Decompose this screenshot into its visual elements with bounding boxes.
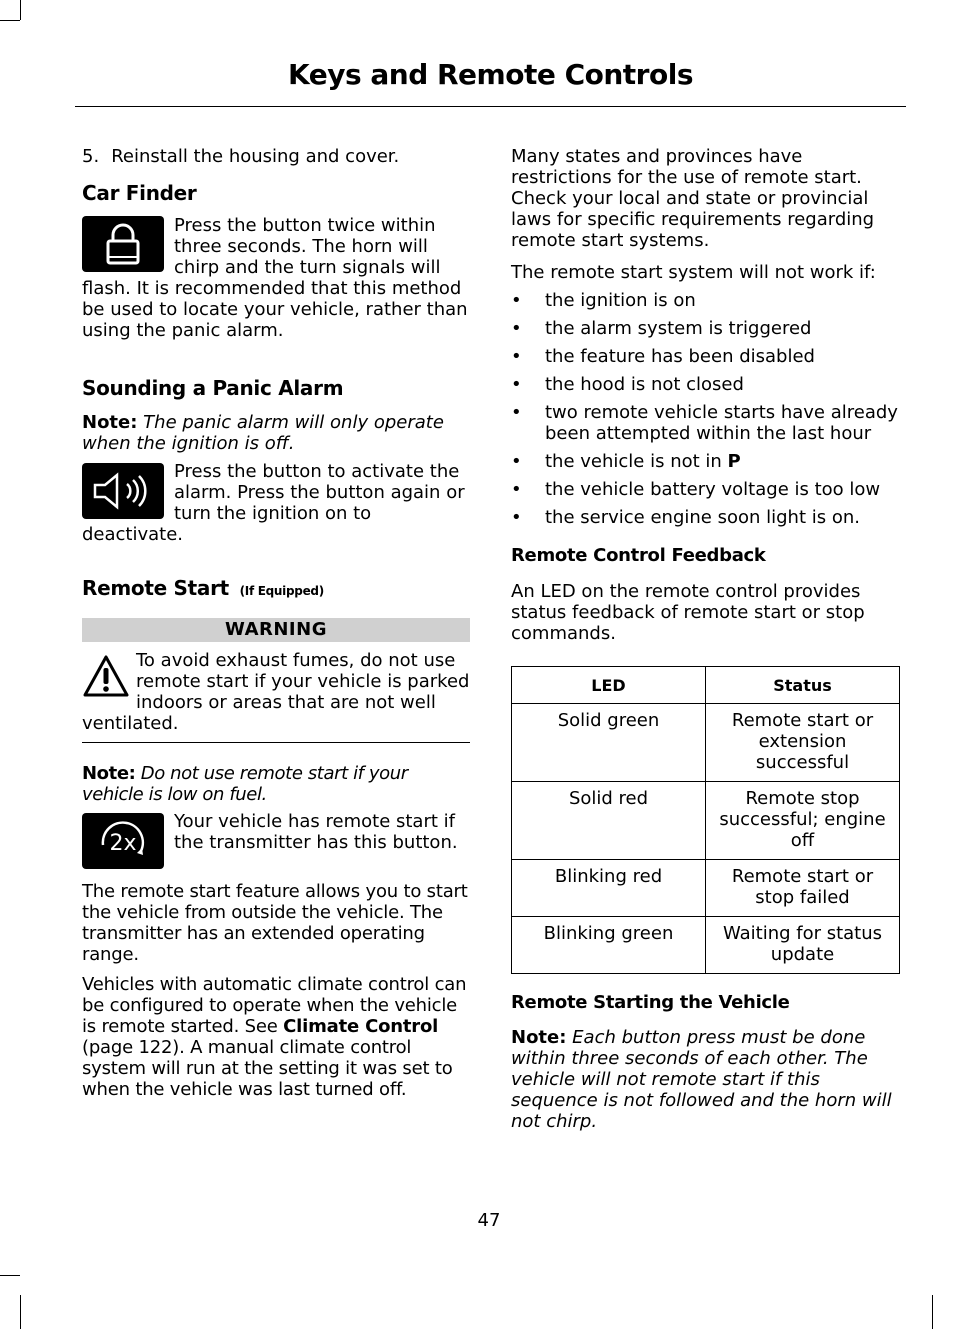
- list-item-text: the alarm system is triggered: [545, 318, 812, 339]
- note-text: The panic alarm will only operate when the ignition is off.: [82, 412, 444, 454]
- list-item: [511, 290, 899, 311]
- page-title: Keys and Remote Controls: [288, 58, 693, 91]
- car-finder-text: Press the button twice within three seconds. The horn will chirp and the turn signals will flash. It is recommended that this method be used to locate your vehicle, rather than using the panic alarm.: [82, 215, 468, 341]
- car-finder-block: [82, 215, 470, 350]
- para2-text-a: Vehicles with automatic climate control can be configured to operate when the vehicle is remote started. See: [82, 974, 467, 1037]
- header-rule: [75, 106, 906, 107]
- fuel-note: [82, 763, 470, 805]
- conditions-list: [511, 290, 899, 528]
- bullet: •: [511, 290, 522, 311]
- table-cell-led: Blinking green: [512, 917, 706, 974]
- bullet: •: [511, 451, 522, 472]
- warning-bar: WARNING: [82, 618, 470, 642]
- page-number: 47: [477, 1210, 501, 1231]
- crop-mark: [20, 1295, 21, 1329]
- note-text: Each button press must be done within three seconds of each other. The vehicle will not remote start if this sequence is not followed and the horn will not chirp.: [511, 1027, 892, 1132]
- list-item: [511, 507, 899, 528]
- table-header-led: LED: [512, 667, 706, 704]
- step-5: [82, 146, 470, 167]
- list-item: [511, 402, 899, 444]
- remote-start-button-block: [82, 811, 470, 871]
- table-cell-led: Blinking red: [512, 860, 706, 917]
- table-header-row: [512, 667, 900, 704]
- table-row: [512, 917, 900, 974]
- table-cell-led: Solid red: [512, 782, 706, 860]
- note-text: Do not use remote start if your vehicle is low on fuel.: [82, 763, 408, 805]
- table-cell-led: Solid green: [512, 704, 706, 782]
- table-cell-status: Remote start or stop failed: [706, 860, 900, 917]
- remote-start-heading: [82, 576, 470, 603]
- bullet: •: [511, 402, 522, 423]
- step-number: 5.: [82, 146, 100, 167]
- lock-icon: [82, 216, 164, 272]
- crop-mark: [0, 1275, 20, 1276]
- remote-start-para1: The remote start feature allows you to start the vehicle from outside the vehicle. The transmitter has an extended operating range.: [82, 881, 468, 965]
- table-row: [512, 782, 900, 860]
- table-cell-status: Remote start or extension successful: [706, 704, 900, 782]
- svg-text:2x: 2x: [109, 831, 137, 856]
- bullet: •: [511, 374, 522, 395]
- crop-mark: [932, 1295, 933, 1329]
- note-label: Note:: [511, 1027, 567, 1048]
- remote-start-button-text: Your vehicle has remote start if the transmitter has this button.: [174, 811, 458, 853]
- list-item: [511, 374, 899, 395]
- para2-text-b: (page 122). A manual climate control system will run at the setting it was set to when the vehicle was last turned off.: [82, 1037, 453, 1100]
- bullet: •: [511, 479, 522, 500]
- list-item: [511, 451, 899, 472]
- list-item-text: the service engine soon light is on.: [545, 507, 860, 528]
- step-text: Reinstall the housing and cover.: [111, 146, 400, 167]
- will-not-work-text: The remote start system will not work if:: [511, 262, 876, 283]
- bullet: •: [511, 318, 522, 339]
- note-label: Note:: [82, 412, 138, 433]
- bullet: •: [511, 507, 522, 528]
- intro-text: Many states and provinces have restrictions for the use of remote start. Check your local and state or provincial laws for specific requirements regarding remote start systems.: [511, 146, 875, 251]
- list-item-text: the ignition is on: [545, 290, 696, 311]
- car-finder-heading: Car Finder: [82, 181, 197, 205]
- led-status-table: [511, 666, 900, 974]
- starting-note: [511, 1027, 899, 1132]
- list-item-text: the hood is not closed: [545, 374, 744, 395]
- table-row: [512, 860, 900, 917]
- panic-text: Press the button to activate the alarm. Press the button again or turn the ignition on to deactivate.: [82, 461, 465, 545]
- panic-heading: Sounding a Panic Alarm: [82, 376, 344, 400]
- starting-heading: Remote Starting the Vehicle: [511, 992, 790, 1013]
- table-header-status: Status: [706, 667, 900, 704]
- list-item: [511, 346, 899, 367]
- warning-text: To avoid exhaust fumes, do not use remote start if your vehicle is parked indoors or areas that are not well ventilated.: [82, 650, 470, 734]
- note-label: Note:: [82, 763, 136, 784]
- crop-mark: [0, 20, 20, 21]
- park-gear-label: P: [727, 451, 741, 472]
- list-item-text: two remote vehicle starts have already been attempted within the last hour: [545, 402, 898, 444]
- climate-control-link[interactable]: Climate Control: [283, 1016, 439, 1037]
- warning-block: [82, 650, 470, 734]
- feedback-heading: Remote Control Feedback: [511, 545, 766, 566]
- list-item-text: the vehicle battery voltage is too low: [545, 479, 881, 500]
- panic-block: [82, 461, 470, 554]
- table-row: [512, 704, 900, 782]
- list-item-text: the vehicle is not in: [545, 451, 728, 472]
- crop-mark: [20, 0, 21, 20]
- panic-note: [82, 412, 470, 454]
- remote-start-heading-text: Remote Start: [82, 576, 229, 600]
- table-cell-status: Waiting for status update: [706, 917, 900, 974]
- warning-separator: [82, 742, 470, 743]
- table-cell-status: Remote stop successful; engine off: [706, 782, 900, 860]
- list-item-text: the feature has been disabled: [545, 346, 815, 367]
- bullet: •: [511, 346, 522, 367]
- right-column: [511, 146, 899, 1141]
- left-column: [82, 146, 470, 1109]
- speaker-icon: [82, 463, 164, 519]
- remote-start-para2: [82, 974, 470, 1100]
- feedback-text: An LED on the remote control provides status feedback of remote start or stop commands.: [511, 581, 865, 644]
- list-item: [511, 479, 899, 500]
- remote-start-2x-icon: [82, 813, 164, 869]
- list-item: [511, 318, 899, 339]
- remote-start-heading-suffix: (If Equipped): [239, 584, 324, 598]
- warning-triangle-icon: [82, 654, 130, 698]
